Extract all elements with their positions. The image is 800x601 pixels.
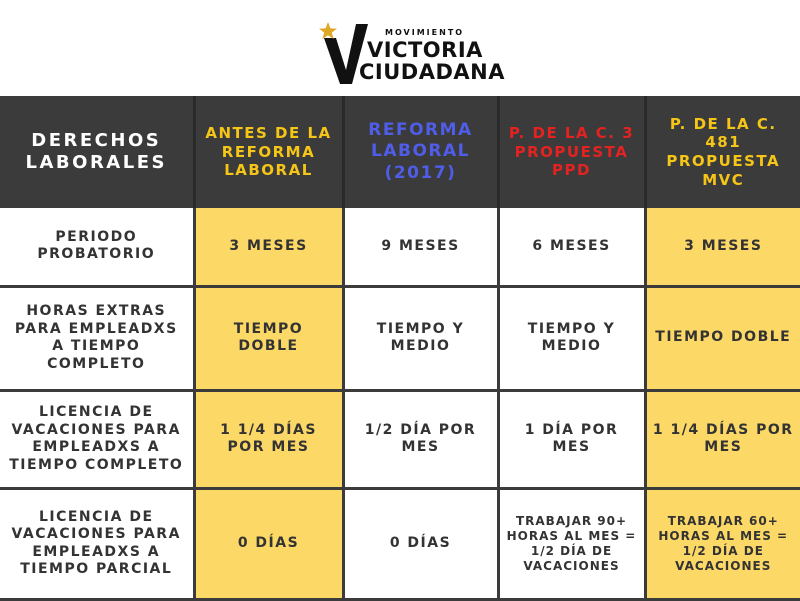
header-ppd: P. DE LA C. 3 PROPUESTA PPD: [498, 96, 645, 208]
row-label: LICENCIA DE VACACIONES PARA EMPLEADXS A TIEMPO PARCIAL: [0, 488, 194, 599]
table-row: [0, 286, 800, 390]
table-cell: TIEMPO Y MEDIO: [498, 286, 645, 390]
table-cell: TIEMPO DOBLE: [194, 286, 343, 390]
header-antes: ANTES DE LA REFORMA LABORAL: [194, 96, 343, 208]
comparison-table: [0, 96, 800, 601]
table-cell: 9 MESES: [343, 208, 498, 286]
header-mvc: P. DE LA C. 481 PROPUESTA MVC: [645, 96, 800, 208]
table-cell: 1 1/4 DÍAS POR MES: [645, 390, 800, 488]
table-cell: 1/2 DÍA POR MES: [343, 390, 498, 488]
table-row: [0, 390, 800, 488]
table-cell: 0 DÍAS: [194, 488, 343, 599]
table-cell: 3 MESES: [645, 208, 800, 286]
logo-line-2: CIUDADANA: [359, 60, 505, 84]
row-label: PERIODO PROBATORIO: [0, 208, 194, 286]
logo: [0, 0, 800, 96]
table-cell: 3 MESES: [194, 208, 343, 286]
table-cell: TIEMPO DOBLE: [645, 286, 800, 390]
header-row: [0, 96, 800, 208]
row-label: HORAS EXTRAS PARA EMPLEADXS A TIEMPO COMPLETO: [0, 286, 194, 390]
logo-line-1: VICTORIA: [367, 38, 483, 62]
header-derechos: DERECHOS LABORALES: [0, 96, 194, 208]
table-cell: 1 DÍA POR MES: [498, 390, 645, 488]
table-cell: 6 MESES: [498, 208, 645, 286]
logo-small-text: MOVIMIENTO: [385, 28, 465, 37]
table-row: [0, 488, 800, 599]
table-cell: TRABAJAR 60+ HORAS AL MES = 1/2 DÍA DE VACACIONES: [645, 488, 800, 599]
table-cell: 0 DÍAS: [343, 488, 498, 599]
table-cell: TRABAJAR 90+ HORAS AL MES = 1/2 DÍA DE VACACIONES: [498, 488, 645, 599]
table-row: [0, 208, 800, 286]
row-label: LICENCIA DE VACACIONES PARA EMPLEADXS A TIEMPO COMPLETO: [0, 390, 194, 488]
table-cell: TIEMPO Y MEDIO: [343, 286, 498, 390]
table-cell: 1 1/4 DÍAS POR MES: [194, 390, 343, 488]
header-reforma-2017: REFORMA LABORAL (2017): [343, 96, 498, 208]
